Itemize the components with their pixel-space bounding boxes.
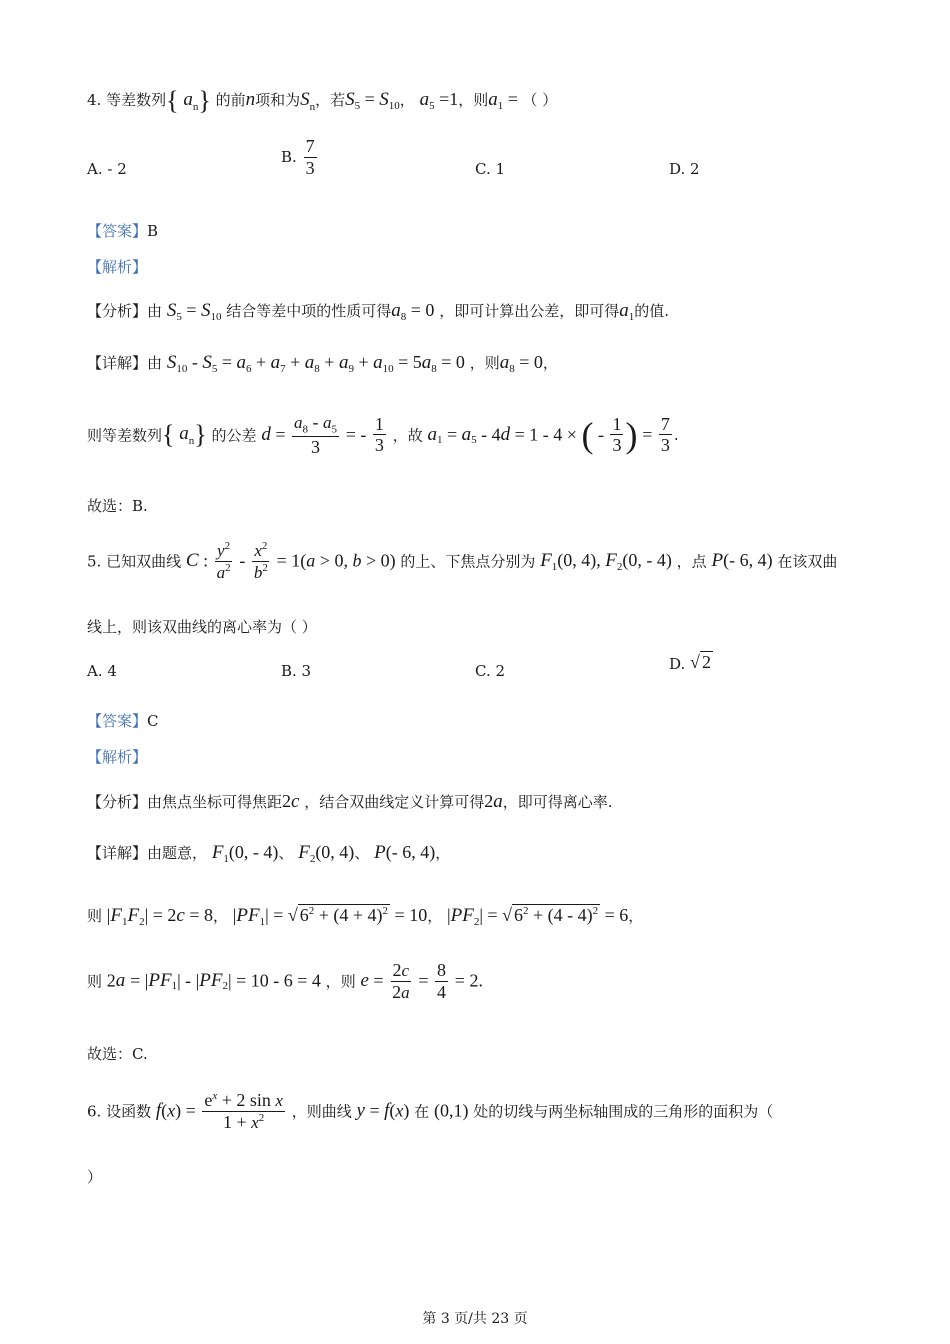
- q5-option-b: B. 3: [281, 662, 312, 680]
- q4-choose: 故选：B.: [87, 497, 148, 515]
- q4-stem: 4. 等差数列{ $a_n$} 的前n项和为$S_n$，若$S_5 = S_{10}$， $a_5 =1$，则$a_1$ = （ ）: [87, 86, 558, 115]
- q6-stem: 6. 设函数 f(x) = $\frac{e^x + 2 \sin x}{1 + x^2}$ ，则曲线 y = f(x) 在 (0,1) 处的切线与两坐标轴围成的三角形的面积为（: [87, 1090, 774, 1132]
- q5-distance-line: 则 $|F_1F_2| = 2c = 8$， $|PF_1|$ = √ $6^2 + (4 + 4)^2 = 10$， $|PF_2|$ = √ $6^2 + (4 - 4)^2 = 6$，: [87, 905, 644, 928]
- q5-eccentricity-line: 则 $2a = |PF_1| - |PF_2| = 10 - 6 = 4$ ，则 e = $\frac{2c}{2a}$ = $\frac{8}{4}$ = 2.: [87, 960, 483, 1002]
- q6-stem-line2: ）: [87, 1168, 103, 1186]
- q4-answer: 【答案】B: [87, 222, 159, 240]
- q5-choose: 故选：C.: [87, 1045, 148, 1063]
- q5-option-d: D. √ 2: [669, 652, 711, 673]
- q5-stem-line2: 线上，则该双曲线的离心率为（ ）: [87, 618, 317, 636]
- q4-option-d: D. 2: [669, 160, 700, 178]
- q4-option-c: C. 1: [475, 160, 506, 178]
- page-footer: 第 3 页/共 23 页: [422, 1311, 528, 1327]
- q5-analysis-tag: 【解析】: [87, 748, 148, 766]
- q5-answer: 【答案】C: [87, 712, 159, 730]
- q4-option-a: A. - 2: [87, 160, 127, 178]
- q4-fenxi: 【分析】由 $S_5 = S_{10}$ 结合等差中项的性质可得$a_8 = 0$ ，即可计算出公差，即可得$a_1$的值.: [87, 300, 669, 323]
- q5-xiangjie: 【详解】由题意， $F_1(0$, - 4)、 $F_2(0$, 4)、 P(- 6, 4)，: [87, 842, 451, 865]
- q5-stem: 5. 已知双曲线 C : $\frac{y^2}{a^2}$ - $\frac{x^2}{b^2}$ = 1(a > 0, b > 0) 的上、下焦点分别为 $F_1(0$, 4), $F_2(0$, - 4) ，点 P(- 6, 4) 在该双曲: [87, 540, 838, 582]
- q4-analysis-tag: 【解析】: [87, 258, 148, 276]
- q4-common-difference: 则等差数列{ $a_n$} 的公差 d = $\frac{a_8 - a_5}{3}$ = - $\frac{1}{3}$ ，故 $a_1 = a_5 - 4d = 1 - 4$ × ( - $\frac{1}{3}$ ) = $\frac{7}{3}$ .: [87, 412, 679, 458]
- q5-fenxi: 【分析】由焦点坐标可得焦距2c ，结合双曲线定义计算可得2a，即可得离心率.: [87, 791, 613, 812]
- q4-option-b: B. $\frac{7}{3}$: [281, 136, 315, 178]
- q4-xiangjie: 【详解】由 $S_{10} - S_5 = a_6 + a_7 + a_8 + a_9 + a_{10} = 5a_8 = 0$ ，则$a_8 = 0$，: [87, 352, 558, 375]
- q5-option-a: A. 4: [87, 662, 117, 680]
- q5-option-c: C. 2: [475, 662, 506, 680]
